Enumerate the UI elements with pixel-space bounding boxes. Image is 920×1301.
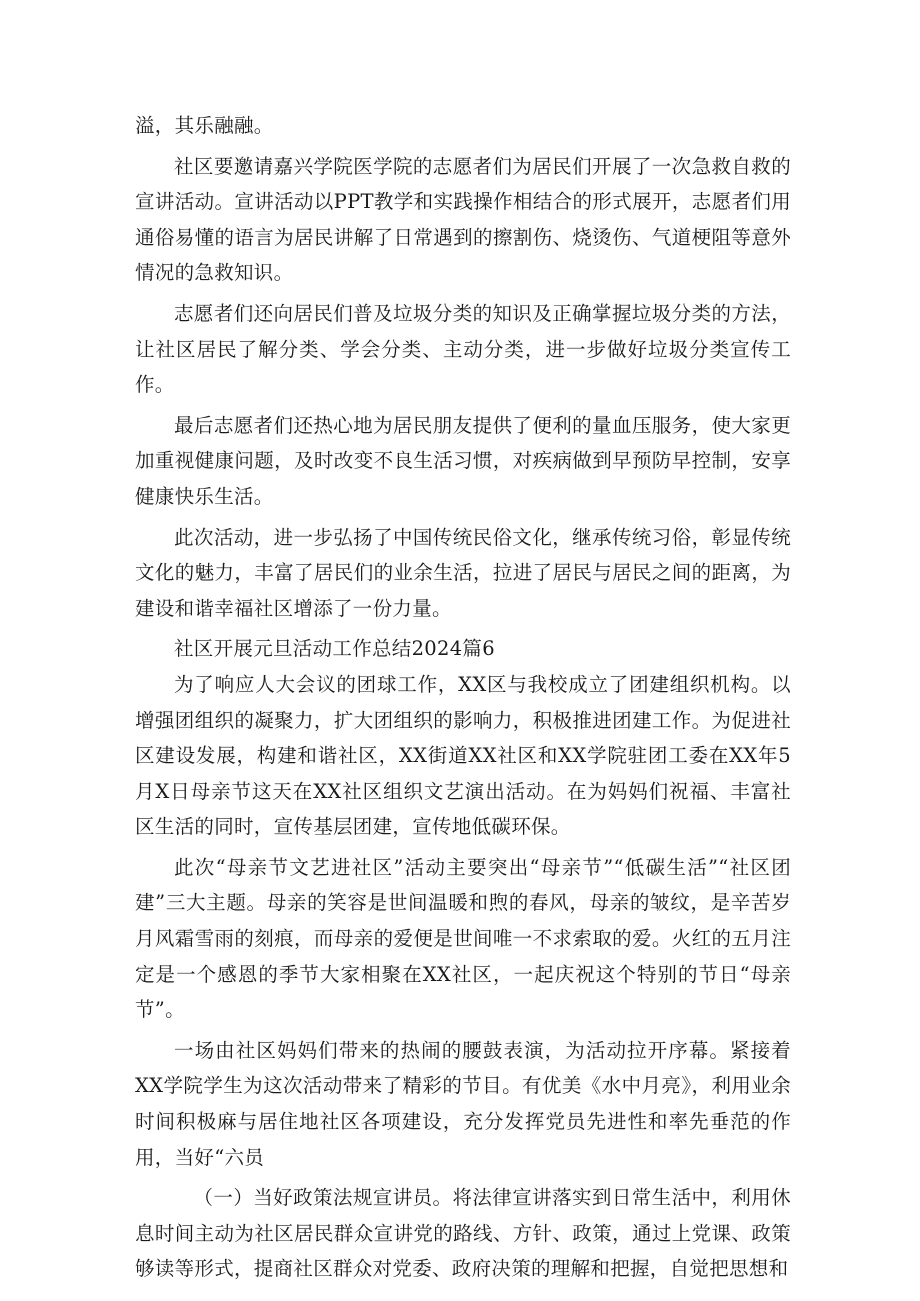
paragraph-7: 此次“母亲节文艺进社区”活动主要突出“母亲节”“低碳生活”“社区团建”三大主题。母亲的笑容是世间温暖和煦的春风，母亲的皱纹，是辛苦岁月风霜雪雨的刻痕，而母亲的爱便是世间唯一不求索取的爱。火红的五月注定是一个感恩的季节大家相聚在XX社区，一起庆祝这个特别的节日“母亲节”。 [135,855,791,1022]
document-page [135,108,791,1292]
section-heading: 社区开展元旦活动工作总结2024篇6 [174,637,495,661]
paragraph-1: 溢，其乐融融。 [135,114,274,137]
paragraph-9: （一）当好政策法规宣讲员。将法律宣讲落实到日常生活中，利用休息时间主动为社区居民群众宣讲党的路线、方针、政策，通过上党课、政策够读等形式，提商社区群众对党委、政府决策的理解和把握，自觉把思想和 [135,1186,791,1281]
paragraph-5: 此次活动，进一步弘扬了中国传统民俗文化，继承传统习俗，彰显传统文化的魅力，丰富了居民们的业余生活，拉进了居民与居民之间的距离，为建设和谐幸福社区增添了一份力量。 [135,525,791,620]
paragraph-3: 志愿者们还向居民们普及垃圾分类的知识及正确掌握垃圾分类的方法，让社区居民了解分类、学会分类、主动分类，进一步做好垃圾分类宣传工作。 [135,301,791,397]
paragraph-8: 一场由社区妈妈们带来的热闹的腰鼓表演，为活动拉开序幕。紧接着XX学院学生为这次活动带来了精彩的节目。有优美《水中月亮》，利用业余时间积极麻与居住地社区各项建设，充分发挥党员先进性和率先垂范的作用，当好“六员 [135,1038,791,1169]
paragraph-2: 社区要邀请嘉兴学院医学院的志愿者们为居民们开展了一次急救自救的宣讲活动。宣讲活动以PPT教学和实践操作相结合的形式展开，志愿者们用通俗易懂的语言为居民讲解了日常遇到的擦割伤、烧烫伤、气道梗阻等意外情况的急救知识。 [135,154,791,285]
paragraph-6: 为了响应人大会议的团球工作，XX区与我校成立了团建组织机构。以增强团组织的凝聚力，扩大团组织的影响力，积极推进团建工作。为促进社区建设发展，构建和谐社区，XX街道XX社区和XX学院驻团工委在XX年5月X日母亲节这天在XX社区组织文艺演出活动。在为妈妈们祝福、丰富社区生活的同时，宣传基层团建，宣传地低碳环保。 [135,672,791,839]
paragraph-4: 最后志愿者们还热心地为居民朋友提供了便利的量血压服务，使大家更加重视健康问题，及时改变不良生活习惯，对疾病做到早预防早控制，安享健康快乐生活。 [135,413,791,508]
